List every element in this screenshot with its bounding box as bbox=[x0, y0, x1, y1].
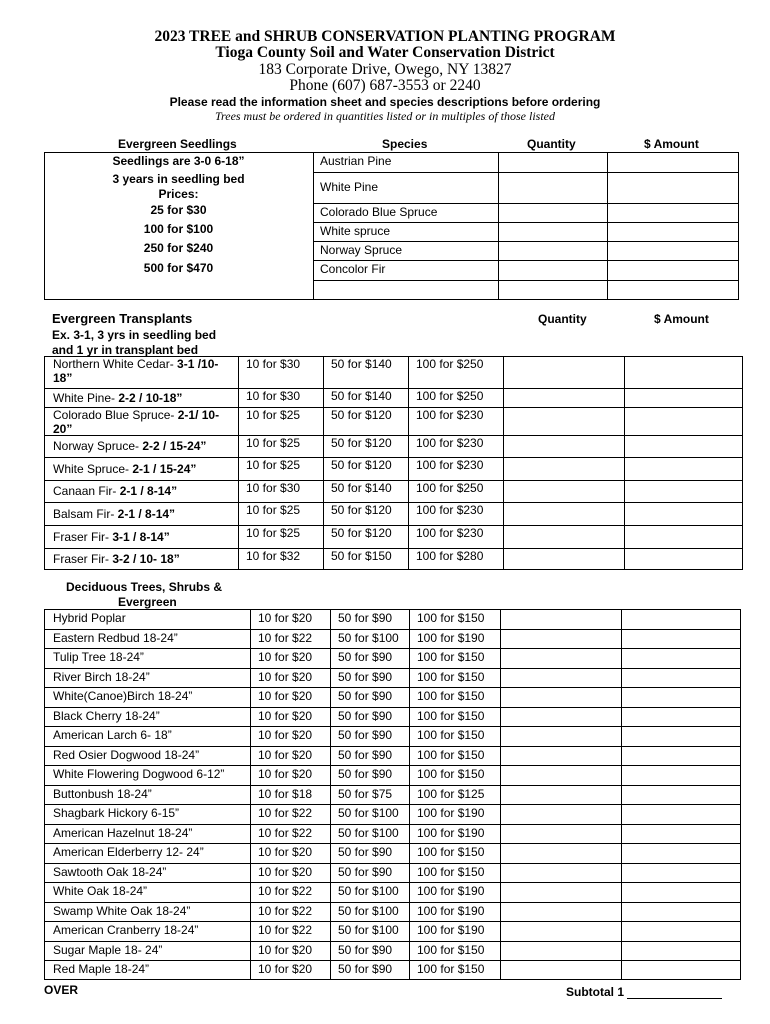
transplant-spec: 2-1/ 10- bbox=[177, 408, 220, 422]
deciduous-price-100: 100 for $190 bbox=[417, 903, 485, 918]
transplant-spec-cont: 18” bbox=[53, 370, 73, 385]
transplant-price-50: 50 for $120 bbox=[331, 503, 392, 517]
deciduous-column-line bbox=[330, 609, 331, 980]
transplant-amount-cell[interactable] bbox=[624, 457, 743, 480]
deciduous-amount-cell[interactable] bbox=[621, 746, 741, 766]
deciduous-amount-cell[interactable] bbox=[621, 824, 741, 844]
seedlings-amount-cell[interactable] bbox=[607, 172, 739, 203]
deciduous-price-10: 10 for $18 bbox=[258, 786, 313, 801]
phone: Phone (607) 687-3553 or 2240 bbox=[289, 77, 481, 94]
deciduous-row-name: Swamp White Oak 18-24” bbox=[53, 903, 191, 918]
transplant-amount-cell[interactable] bbox=[624, 548, 743, 570]
transplant-species: White Pine- bbox=[53, 390, 119, 405]
transplant-row-name bbox=[53, 485, 235, 499]
deciduous-amount-cell[interactable] bbox=[621, 765, 741, 785]
transplant-price-50: 50 for $120 bbox=[331, 458, 392, 472]
deciduous-price-100: 100 for $150 bbox=[417, 747, 485, 762]
deciduous-price-50: 50 for $90 bbox=[338, 669, 393, 684]
transplants-amount-heading: $ Amount bbox=[654, 312, 709, 326]
deciduous-price-50: 50 for $90 bbox=[338, 942, 393, 957]
transplant-row-name bbox=[53, 392, 235, 406]
deciduous-amount-cell[interactable] bbox=[621, 960, 741, 980]
deciduous-quantity-cell[interactable] bbox=[500, 609, 621, 629]
deciduous-amount-cell[interactable] bbox=[621, 785, 741, 805]
deciduous-price-50: 50 for $90 bbox=[338, 650, 393, 664]
transplant-spec: 2-2 / 15-24” bbox=[142, 439, 207, 453]
deciduous-quantity-cell[interactable] bbox=[500, 941, 621, 961]
transplant-quantity-cell[interactable] bbox=[503, 388, 624, 407]
deciduous-quantity-cell[interactable] bbox=[500, 726, 621, 746]
seedlings-amount-cell[interactable] bbox=[607, 280, 739, 300]
transplant-row-name bbox=[53, 531, 235, 545]
deciduous-price-50: 50 for $90 bbox=[338, 845, 393, 859]
deciduous-price-100: 100 for $190 bbox=[417, 825, 485, 840]
transplant-amount-cell[interactable] bbox=[624, 480, 743, 502]
deciduous-price-10: 10 for $20 bbox=[258, 845, 313, 859]
deciduous-price-10: 10 for $22 bbox=[258, 630, 313, 645]
deciduous-quantity-cell[interactable] bbox=[500, 960, 621, 980]
deciduous-quantity-cell[interactable] bbox=[500, 921, 621, 941]
deciduous-row-name: Red Osier Dogwood 18-24” bbox=[53, 747, 200, 762]
seedlings-info: 100 for $100 bbox=[143, 222, 214, 236]
subtotal-label: Subtotal 1 bbox=[566, 985, 722, 999]
seedlings-amount-cell[interactable] bbox=[607, 152, 739, 172]
deciduous-quantity-cell[interactable] bbox=[500, 629, 621, 649]
seedlings-quantity-cell[interactable] bbox=[498, 152, 607, 172]
transplant-price-100: 100 for $250 bbox=[416, 389, 484, 403]
deciduous-price-100: 100 for $150 bbox=[417, 728, 485, 742]
transplant-row-name bbox=[53, 409, 235, 437]
species-name: Austrian Pine bbox=[320, 154, 392, 168]
seedlings-amount-cell[interactable] bbox=[607, 260, 739, 280]
seedlings-info: Prices: bbox=[158, 187, 199, 201]
deciduous-price-50: 50 for $100 bbox=[338, 923, 399, 937]
deciduous-amount-cell[interactable] bbox=[621, 668, 741, 688]
deciduous-price-50: 50 for $90 bbox=[338, 689, 393, 703]
subtotal-line[interactable] bbox=[627, 986, 722, 999]
transplant-price-50: 50 for $120 bbox=[331, 408, 392, 422]
deciduous-amount-cell[interactable] bbox=[621, 648, 741, 668]
deciduous-price-100: 100 for $190 bbox=[417, 630, 485, 645]
transplant-price-50: 50 for $140 bbox=[331, 389, 392, 403]
transplant-species: Northern White Cedar- bbox=[53, 357, 178, 371]
deciduous-heading: Deciduous Trees, Shrubs & bbox=[66, 580, 223, 594]
seedlings-quantity-cell[interactable] bbox=[498, 203, 607, 222]
deciduous-price-50: 50 for $100 bbox=[338, 630, 399, 645]
transplant-species: Colorado Blue Spruce- bbox=[53, 408, 178, 422]
transplant-price-100: 100 for $250 bbox=[416, 481, 484, 495]
deciduous-price-10: 10 for $20 bbox=[258, 689, 313, 703]
deciduous-quantity-cell[interactable] bbox=[500, 863, 621, 883]
transplant-spec: 2-1 / 8-14” bbox=[117, 506, 176, 521]
deciduous-row-name: Sawtooth Oak 18-24” bbox=[53, 864, 167, 879]
transplant-quantity-cell[interactable] bbox=[503, 435, 624, 457]
deciduous-row-name: Shagbark Hickory 6-15” bbox=[53, 806, 180, 820]
transplant-species: Fraser Fir- bbox=[53, 552, 113, 566]
deciduous-price-100: 100 for $150 bbox=[417, 611, 485, 625]
seedlings-quantity-cell[interactable] bbox=[498, 260, 607, 280]
seedlings-info: 25 for $30 bbox=[150, 203, 207, 217]
deciduous-price-100: 100 for $150 bbox=[417, 767, 485, 781]
deciduous-column-line bbox=[409, 609, 410, 980]
deciduous-price-50: 50 for $90 bbox=[338, 767, 393, 781]
transplant-price-100: 100 for $230 bbox=[416, 458, 484, 472]
deciduous-price-50: 50 for $90 bbox=[338, 708, 393, 723]
transplants-heading: Evergreen Transplants bbox=[52, 311, 193, 326]
deciduous-column-line bbox=[250, 609, 251, 980]
deciduous-heading-2: Evergreen bbox=[118, 595, 177, 609]
seedlings-info: 500 for $470 bbox=[143, 261, 214, 275]
seedlings-info: 3 years in seedling bed bbox=[112, 172, 245, 186]
species-name: White Pine bbox=[320, 179, 379, 194]
transplant-row-name bbox=[53, 440, 235, 454]
deciduous-amount-cell[interactable] bbox=[621, 629, 741, 649]
transplant-price-100: 100 for $250 bbox=[416, 357, 484, 371]
transplant-amount-cell[interactable] bbox=[624, 388, 743, 407]
deciduous-row-name: White Oak 18-24” bbox=[53, 884, 148, 898]
deciduous-price-50: 50 for $90 bbox=[338, 728, 393, 742]
ordering-notice: Please read the information sheet and species descriptions before ordering bbox=[169, 95, 601, 109]
deciduous-row-name: White Flowering Dogwood 6-12” bbox=[53, 767, 225, 781]
deciduous-quantity-cell[interactable] bbox=[500, 824, 621, 844]
page-title: 2023 TREE and SHRUB CONSERVATION PLANTING PROGRAM bbox=[154, 28, 616, 45]
transplant-spec: 2-1 / 15-24” bbox=[132, 461, 197, 476]
deciduous-price-100: 100 for $190 bbox=[417, 884, 485, 898]
transplant-price-50: 50 for $120 bbox=[331, 436, 392, 450]
deciduous-row-name: American Larch 6- 18” bbox=[53, 728, 172, 742]
transplant-amount-cell[interactable] bbox=[624, 407, 743, 435]
deciduous-price-10: 10 for $20 bbox=[258, 962, 313, 976]
transplant-spec: 2-1 / 8-14” bbox=[119, 484, 178, 498]
deciduous-amount-cell[interactable] bbox=[621, 843, 741, 863]
transplant-species: Canaan Fir- bbox=[53, 484, 120, 498]
organization-name: Tioga County Soil and Water Conservation District bbox=[215, 44, 555, 61]
deciduous-amount-cell[interactable] bbox=[621, 609, 741, 629]
transplant-quantity-cell[interactable] bbox=[503, 525, 624, 548]
deciduous-price-50: 50 for $90 bbox=[338, 962, 393, 976]
deciduous-quantity-cell[interactable] bbox=[500, 765, 621, 785]
deciduous-row-name: Sugar Maple 18- 24” bbox=[53, 942, 163, 957]
deciduous-price-50: 50 for $75 bbox=[338, 786, 393, 801]
transplant-row-name bbox=[53, 553, 235, 567]
deciduous-row-name: American Elderberry 12- 24” bbox=[53, 845, 204, 859]
transplant-quantity-cell[interactable] bbox=[503, 356, 624, 388]
deciduous-row-name: Red Maple 18-24” bbox=[53, 962, 150, 976]
deciduous-amount-cell[interactable] bbox=[621, 726, 741, 746]
transplant-spec: 2-2 / 10-18” bbox=[118, 390, 183, 405]
deciduous-price-10: 10 for $22 bbox=[258, 825, 313, 840]
transplant-price-50: 50 for $150 bbox=[331, 549, 392, 563]
seedlings-quantity-cell[interactable] bbox=[498, 241, 607, 260]
deciduous-amount-cell[interactable] bbox=[621, 902, 741, 922]
deciduous-row-name: White(Canoe)Birch 18-24” bbox=[53, 689, 193, 703]
deciduous-quantity-cell[interactable] bbox=[500, 668, 621, 688]
transplant-price-100: 100 for $230 bbox=[416, 503, 484, 517]
deciduous-price-10: 10 for $20 bbox=[258, 650, 313, 664]
seedlings-quantity-cell[interactable] bbox=[498, 280, 607, 300]
seedlings-amount-cell[interactable] bbox=[607, 203, 739, 222]
deciduous-amount-cell[interactable] bbox=[621, 804, 741, 824]
deciduous-row-name: River Birch 18-24” bbox=[53, 669, 150, 684]
deciduous-price-50: 50 for $90 bbox=[338, 864, 393, 879]
transplant-row-name bbox=[53, 508, 235, 522]
deciduous-amount-cell[interactable] bbox=[621, 687, 741, 707]
deciduous-price-10: 10 for $20 bbox=[258, 708, 313, 723]
deciduous-price-50: 50 for $100 bbox=[338, 825, 399, 840]
deciduous-quantity-cell[interactable] bbox=[500, 785, 621, 805]
transplant-amount-cell[interactable] bbox=[624, 356, 743, 388]
deciduous-price-10: 10 for $20 bbox=[258, 767, 313, 781]
transplant-species: Fraser Fir- bbox=[53, 529, 113, 544]
transplant-price-10: 10 for $30 bbox=[246, 481, 301, 495]
transplant-quantity-cell[interactable] bbox=[503, 407, 624, 435]
transplant-price-100: 100 for $230 bbox=[416, 408, 484, 422]
deciduous-row-name: Tulip Tree 18-24” bbox=[53, 650, 144, 664]
deciduous-quantity-cell[interactable] bbox=[500, 746, 621, 766]
transplant-price-10: 10 for $25 bbox=[246, 408, 301, 422]
deciduous-price-50: 50 for $100 bbox=[338, 903, 399, 918]
transplant-species: Balsam Fir- bbox=[53, 506, 118, 521]
transplant-amount-cell[interactable] bbox=[624, 525, 743, 548]
transplant-amount-cell[interactable] bbox=[624, 502, 743, 525]
deciduous-price-100: 100 for $125 bbox=[417, 786, 485, 801]
seedlings-info: Seedlings are 3-0 6-18” bbox=[112, 154, 245, 168]
transplant-price-10: 10 for $25 bbox=[246, 503, 301, 517]
deciduous-row-name: American Hazelnut 18-24” bbox=[53, 825, 193, 840]
deciduous-price-10: 10 for $20 bbox=[258, 942, 313, 957]
address: 183 Corporate Drive, Owego, NY 13827 bbox=[258, 61, 512, 78]
seedlings-heading: Evergreen Seedlings bbox=[118, 137, 237, 151]
transplant-row-name bbox=[53, 358, 235, 386]
transplant-spec-cont: 20” bbox=[53, 421, 73, 436]
deciduous-quantity-cell[interactable] bbox=[500, 843, 621, 863]
deciduous-price-100: 100 for $150 bbox=[417, 689, 485, 703]
transplant-amount-cell[interactable] bbox=[624, 435, 743, 457]
transplant-price-10: 10 for $30 bbox=[246, 389, 301, 403]
transplant-row-name bbox=[53, 463, 235, 477]
deciduous-price-100: 100 for $190 bbox=[417, 923, 485, 937]
deciduous-price-100: 100 for $150 bbox=[417, 669, 485, 684]
deciduous-price-10: 10 for $22 bbox=[258, 923, 313, 937]
transplant-price-100: 100 for $280 bbox=[416, 549, 484, 563]
transplant-quantity-cell[interactable] bbox=[503, 548, 624, 570]
deciduous-price-100: 100 for $150 bbox=[417, 650, 485, 664]
deciduous-row-name: Buttonbush 18-24” bbox=[53, 786, 152, 801]
transplant-spec: 3-2 / 10- 18” bbox=[112, 552, 180, 566]
deciduous-amount-cell[interactable] bbox=[621, 882, 741, 902]
deciduous-quantity-cell[interactable] bbox=[500, 648, 621, 668]
seedlings-quantity-cell[interactable] bbox=[498, 172, 607, 203]
transplant-spec: 3-1 /10- bbox=[177, 357, 219, 371]
deciduous-amount-cell[interactable] bbox=[621, 921, 741, 941]
deciduous-price-100: 100 for $190 bbox=[417, 806, 485, 820]
transplant-price-10: 10 for $25 bbox=[246, 526, 301, 540]
deciduous-quantity-cell[interactable] bbox=[500, 882, 621, 902]
transplant-price-10: 10 for $30 bbox=[246, 357, 301, 371]
transplants-quantity-heading: Quantity bbox=[538, 312, 587, 326]
deciduous-price-100: 100 for $150 bbox=[417, 708, 485, 723]
transplant-quantity-cell[interactable] bbox=[503, 480, 624, 502]
transplant-price-10: 10 for $32 bbox=[246, 549, 301, 563]
seedlings-quantity-heading: Quantity bbox=[527, 137, 576, 151]
deciduous-row-name: American Cranberry 18-24” bbox=[53, 923, 199, 937]
deciduous-price-50: 50 for $90 bbox=[338, 611, 393, 625]
deciduous-price-10: 10 for $20 bbox=[258, 747, 313, 762]
transplant-quantity-cell[interactable] bbox=[503, 502, 624, 525]
transplant-quantity-cell[interactable] bbox=[503, 457, 624, 480]
seedlings-amount-cell[interactable] bbox=[607, 222, 739, 241]
deciduous-price-10: 10 for $22 bbox=[258, 903, 313, 918]
seedlings-info: 250 for $240 bbox=[143, 241, 214, 255]
deciduous-price-100: 100 for $150 bbox=[417, 845, 485, 859]
transplant-species: White Spruce- bbox=[53, 461, 133, 476]
deciduous-price-100: 100 for $150 bbox=[417, 942, 485, 957]
species-heading: Species bbox=[382, 137, 428, 151]
deciduous-row-name: Black Cherry 18-24” bbox=[53, 708, 160, 723]
transplant-price-50: 50 for $140 bbox=[331, 481, 392, 495]
deciduous-quantity-cell[interactable] bbox=[500, 707, 621, 727]
transplant-price-100: 100 for $230 bbox=[416, 436, 484, 450]
deciduous-price-100: 100 for $150 bbox=[417, 962, 485, 976]
transplant-species: Norway Spruce- bbox=[53, 439, 143, 453]
transplant-price-50: 50 for $120 bbox=[331, 526, 392, 540]
deciduous-amount-cell[interactable] bbox=[621, 707, 741, 727]
transplant-price-10: 10 for $25 bbox=[246, 436, 301, 450]
seedlings-amount-heading: $ Amount bbox=[644, 137, 699, 151]
quantity-notice: Trees must be ordered in quantities listed or in multiples of those listed bbox=[215, 109, 555, 123]
deciduous-price-50: 50 for $100 bbox=[338, 806, 399, 820]
deciduous-quantity-cell[interactable] bbox=[500, 804, 621, 824]
transplant-price-50: 50 for $140 bbox=[331, 357, 392, 371]
transplants-subheading: Ex. 3-1, 3 yrs in seedling bed bbox=[52, 328, 217, 342]
deciduous-price-10: 10 for $22 bbox=[258, 806, 313, 820]
transplants-subheading-2: and 1 yr in transplant bed bbox=[52, 343, 199, 357]
species-name: Norway Spruce bbox=[320, 242, 403, 257]
deciduous-quantity-cell[interactable] bbox=[500, 902, 621, 922]
deciduous-price-10: 10 for $20 bbox=[258, 669, 313, 684]
deciduous-price-10: 10 for $20 bbox=[258, 864, 313, 879]
deciduous-price-10: 10 for $20 bbox=[258, 728, 313, 742]
species-name: White spruce bbox=[320, 223, 391, 238]
over-label: OVER bbox=[44, 983, 79, 997]
seedlings-divider bbox=[313, 152, 314, 300]
deciduous-price-50: 50 for $100 bbox=[338, 884, 399, 898]
species-name: Concolor Fir bbox=[320, 262, 386, 276]
deciduous-quantity-cell[interactable] bbox=[500, 687, 621, 707]
deciduous-price-100: 100 for $150 bbox=[417, 864, 485, 879]
deciduous-price-10: 10 for $20 bbox=[258, 611, 313, 625]
deciduous-amount-cell[interactable] bbox=[621, 863, 741, 883]
seedlings-quantity-cell[interactable] bbox=[498, 222, 607, 241]
deciduous-row-name: Hybrid Poplar bbox=[53, 611, 126, 625]
species-name: Colorado Blue Spruce bbox=[320, 204, 438, 219]
transplant-spec: 3-1 / 8-14” bbox=[112, 529, 170, 544]
transplant-price-100: 100 for $230 bbox=[416, 526, 484, 540]
seedlings-amount-cell[interactable] bbox=[607, 241, 739, 260]
transplant-price-10: 10 for $25 bbox=[246, 458, 301, 472]
deciduous-amount-cell[interactable] bbox=[621, 941, 741, 961]
deciduous-price-50: 50 for $90 bbox=[338, 747, 393, 762]
deciduous-row-name: Eastern Redbud 18-24” bbox=[53, 630, 178, 645]
deciduous-price-10: 10 for $22 bbox=[258, 884, 313, 898]
